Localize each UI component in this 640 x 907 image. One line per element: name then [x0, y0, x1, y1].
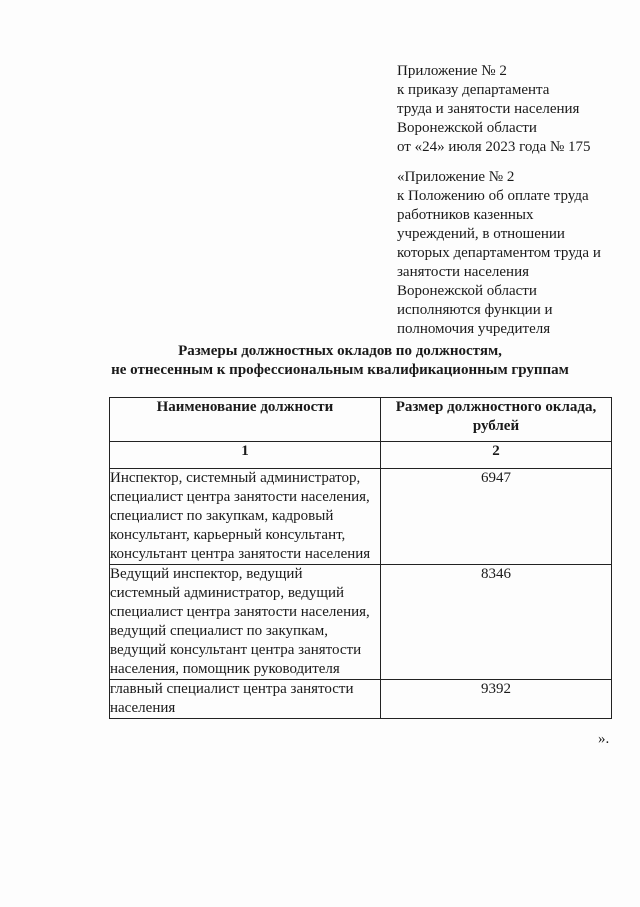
- title-line-1: Размеры должностных окладов по должностям,: [178, 343, 502, 359]
- appendix-inner-line: учреждений, в отношении: [397, 226, 565, 242]
- position-name-line: Инспектор, системный администратор,: [110, 470, 361, 486]
- position-name-line: населения, помощник руководителя: [110, 661, 340, 677]
- position-name-line: специалист по закупкам, кадровый: [110, 508, 334, 524]
- table-row: [110, 565, 612, 680]
- position-name-line: специалист центра занятости населения,: [110, 604, 370, 620]
- position-name-cell: [110, 680, 381, 719]
- appendix-line: Приложение № 2: [397, 63, 507, 79]
- appendix-line: труда и занятости населения: [397, 101, 580, 117]
- appendix-inner-line: «Приложение № 2: [397, 169, 515, 185]
- column-number-2: 2: [380, 442, 611, 469]
- appendix-inner-line: которых департаментом труда и: [397, 245, 601, 261]
- salary-table: [109, 397, 612, 719]
- position-name-cell: [110, 565, 381, 680]
- table-row: [110, 680, 612, 719]
- table-row: [110, 469, 612, 565]
- position-name-line: населения: [110, 700, 176, 716]
- position-name-cell: [110, 469, 381, 565]
- column-number-row: [110, 442, 612, 469]
- appendix-inner-line: работников казенных: [397, 207, 534, 223]
- appendix-inner-line: к Положению об оплате труда: [397, 188, 589, 204]
- position-name-line: консультант, карьерный консультант,: [110, 527, 346, 543]
- appendix-inner-line: Воронежской области: [397, 283, 537, 299]
- salary-cell: 9392: [380, 680, 611, 719]
- document-title: [60, 342, 620, 380]
- position-name-line: специалист центра занятости населения,: [110, 489, 370, 505]
- header-salary-line-1: Размер должностного оклада,: [395, 399, 597, 415]
- position-name-line: консультант центра занятости населения: [110, 546, 371, 562]
- header-position-name: Наименование должности: [110, 398, 381, 442]
- table-header-row: [110, 398, 612, 442]
- position-name-line: главный специалист центра занятости: [110, 681, 354, 697]
- appendix-line: Воронежской области: [397, 120, 537, 136]
- column-number-1: 1: [110, 442, 381, 469]
- appendix-line: от «24» июля 2023 года № 175: [397, 139, 591, 155]
- appendix-line: к приказу департамента: [397, 82, 550, 98]
- title-line-2: не отнесенным к профессиональным квалификационным группам: [111, 362, 569, 378]
- header-salary: [380, 398, 611, 442]
- appendix-inner-line: исполняются функции и: [397, 302, 553, 318]
- position-name-line: ведущий консультант центра занятости: [110, 642, 362, 658]
- position-name-line: ведущий специалист по закупкам,: [110, 623, 329, 639]
- position-name-line: Ведущий инспектор, ведущий: [110, 566, 303, 582]
- appendix-inner-line: полномочия учредителя: [397, 321, 551, 337]
- closing-quote: ».: [598, 731, 610, 747]
- salary-cell: 8346: [380, 565, 611, 680]
- appendix-inner-line: занятости населения: [397, 264, 530, 280]
- salary-cell: 6947: [380, 469, 611, 565]
- appendix-header: [397, 62, 633, 157]
- appendix-inner-header: [397, 168, 633, 339]
- position-name-line: системный администратор, ведущий: [110, 585, 345, 601]
- header-salary-line-2: рублей: [472, 418, 520, 434]
